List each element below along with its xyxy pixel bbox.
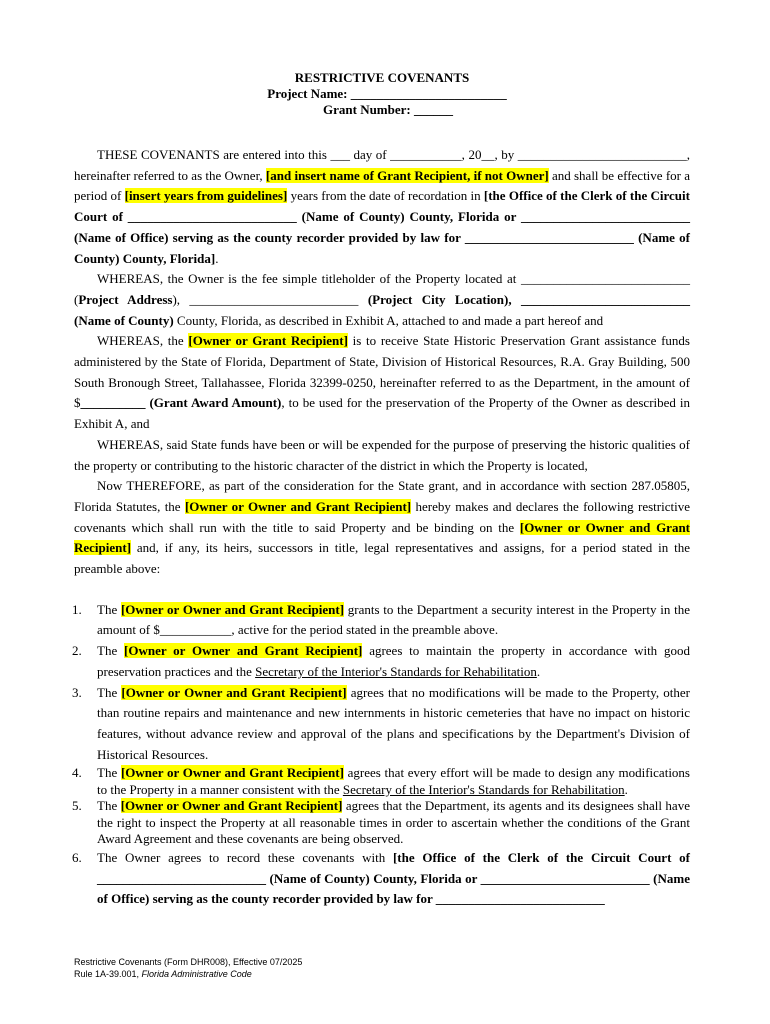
bold-clause: [the Office of the Clerk of the Circuit Court of __________________________ (Name of County) County, Florida or __________________________ (Name of Office) serving as the county recorder provided by law for __________________________ (Name of County) County, Florida]: [74, 188, 690, 266]
list-item: [74, 641, 690, 682]
footer-rule-text: Rule 1A-39.001,: [74, 969, 142, 979]
text-run: , to be used for the preservation of the Property of the Owner as described in Exhibit A, and: [74, 395, 690, 432]
bold-clause: Project Address: [78, 291, 173, 307]
standards-reference: Secretary of the Interior's Standards for Rehabilitation: [342, 781, 625, 797]
highlighted-placeholder: [and insert name of Grant Recipient, if not Owner]: [265, 167, 549, 183]
text-run: is to receive State Historic Preservation Grant assistance funds administered by the State of Florida, Department of State, Division of Historical Resources, R.A. Gray Building, 500 South Bronough Street, Tallahassee, Florida 32399-0250, hereinafter referred to as the Department, in the amount of $: [74, 333, 690, 411]
text-run: .: [536, 663, 541, 679]
paragraph-whereas-expended: [74, 435, 690, 476]
highlighted-placeholder: [insert years from guidelines]: [124, 188, 288, 204]
footer-form-line: Restrictive Covenants (Form DHR008), Effective 07/2025: [74, 957, 303, 967]
text-run: County, Florida, as described in Exhibit A, attached to and made a part hereof and: [173, 312, 604, 328]
list-item: [74, 683, 690, 766]
document-body: [74, 70, 690, 910]
text-run: The: [97, 765, 121, 781]
text-run: .: [624, 781, 628, 797]
text-run: years from the date of recordation in: [287, 188, 484, 204]
text-run: and shall be effective for a period of: [74, 167, 691, 204]
highlighted-placeholder: [Owner or Owner and Grant Recipient]: [124, 643, 363, 659]
paragraph-whereas-funds: [74, 331, 690, 435]
list-number: 1.: [72, 601, 82, 617]
document-footer: [74, 956, 302, 980]
paragraph-whereas-owner: [74, 269, 690, 331]
text-run: Now THEREFORE, as part of the consideration for the State grant, and in accordance with section 287.05805, Florida Statutes, the: [74, 478, 690, 514]
text-run: .: [215, 250, 219, 266]
covenants-list: [74, 600, 690, 910]
list-number: 5.: [72, 798, 82, 814]
text-run: and, if any, its heirs, successors in title, legal representatives and assigns, for a period stated in the preamble above:: [74, 540, 690, 577]
highlighted-placeholder: [Owner or Owner and Grant Recipient]: [120, 601, 345, 617]
document-title: RESTRICTIVE COVENANTS: [294, 70, 470, 85]
paragraph-covenants-intro: [74, 145, 690, 269]
text-run: WHEREAS, the Owner is the fee simple titleholder of the Property located at __________________________ (: [74, 271, 690, 307]
bold-clause: __________ (Grant Award Amount): [80, 395, 282, 411]
text-run: agrees to maintain the property in accordance with good preservation practices and the: [97, 643, 690, 679]
text-run: The: [97, 601, 121, 617]
list-item: [74, 798, 690, 848]
text-run: The: [97, 798, 121, 814]
text-run: hereby makes and declares the following restrictive covenants which shall run with the title to said Property and be binding on the: [74, 498, 690, 535]
list-number: 4.: [72, 765, 82, 781]
footer-rule-line: [74, 968, 302, 980]
highlighted-placeholder: [Owner or Owner and Grant Recipient]: [120, 798, 343, 814]
text-run: WHEREAS, said State funds have been or will be expended for the purpose of preserving the historic qualities of the property or contributing to the historic character of the district in which the Property is located,: [74, 436, 690, 473]
project-name-line: Project Name: ________________________: [267, 86, 507, 101]
text-run: agrees that no modifications will be made to the Property, other than routine repairs and maintenance and new internments in historic cemeteries that have no impact on historic features, without advance review and approval of the plans and specifications by the Department's Division of Historical Resources.: [97, 684, 690, 762]
footer-code-name: Florida Administrative Code: [141, 969, 252, 979]
text-run: ), __________________________: [172, 291, 368, 307]
highlighted-placeholder: [Owner or Owner and Grant Recipient]: [121, 684, 347, 700]
grant-number-line: Grant Number: ______: [323, 102, 453, 117]
document-header: [74, 70, 690, 118]
list-item: [74, 848, 690, 910]
text-run: agrees that every effort will be made to design any modifications to the Property in a manner consistent with the: [97, 765, 690, 797]
text-run: grants to the Department a security interest in the Property in the amount of $___________, active for the period stated in the preamble above.: [97, 601, 690, 638]
highlighted-placeholder: [Owner or Owner and Grant Recipient]: [184, 498, 412, 514]
paragraph-now-therefore: [74, 476, 690, 580]
text-run: The: [97, 684, 122, 700]
list-item: [74, 765, 690, 798]
list-item: [74, 600, 690, 641]
text-run: agrees that the Department, its agents and its designees shall have the right to inspect the Property at all reasonable times in order to ascertain whether the conditions of the Grant Award Agreement and these covenants are being observed.: [97, 798, 690, 847]
bold-clause: [the Office of the Clerk of the Circuit Court of __________________________ (Name of County) County, Florida or __________________________ (Name of Office) serving as the county recorder provided by law for __________________________: [97, 849, 690, 907]
text-run: THESE COVENANTS are entered into this ___ day of ___________, 20__, by __________________________, hereinafter referred to as the Owner,: [74, 147, 690, 183]
bold-clause: (Project City Location), __________________________ (Name of County): [74, 291, 690, 328]
list-number: 2.: [72, 643, 82, 659]
text-run: The: [97, 643, 125, 659]
text-run: The Owner agrees to record these covenants with: [97, 849, 393, 865]
standards-reference: Secretary of the Interior's Standards for Rehabilitation: [255, 663, 537, 679]
list-number: 6.: [72, 849, 82, 865]
text-run: WHEREAS, the: [97, 333, 189, 349]
highlighted-placeholder: [Owner or Grant Recipient]: [188, 333, 348, 349]
highlighted-placeholder: [Owner or Owner and Grant Recipient]: [120, 765, 344, 781]
highlighted-placeholder: [Owner or Owner and Grant Recipient]: [74, 519, 691, 556]
list-number: 3.: [72, 684, 82, 700]
preamble: [74, 145, 690, 580]
